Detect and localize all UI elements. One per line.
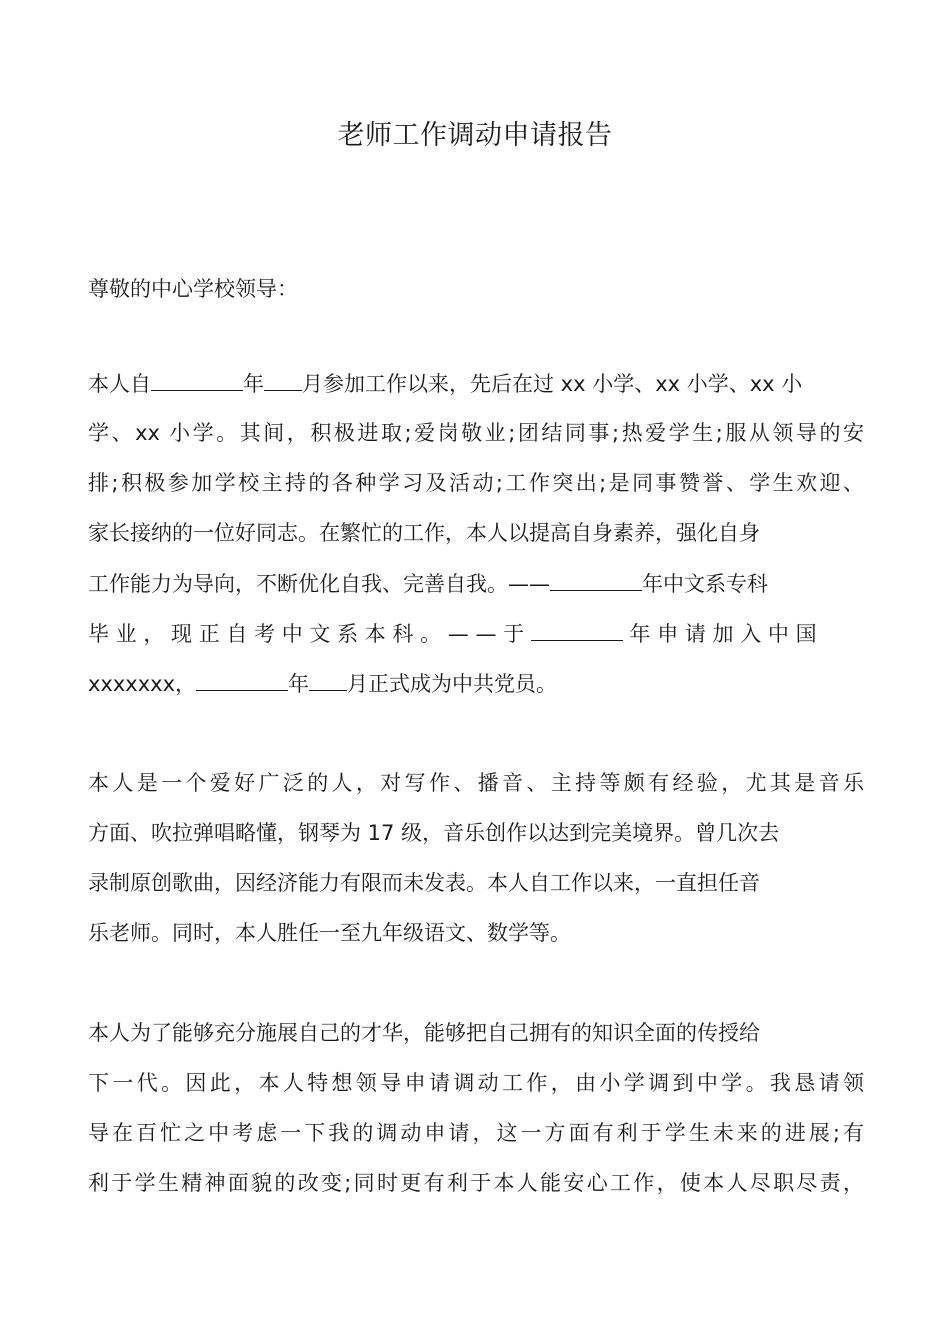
fill-in-blank bbox=[151, 368, 243, 391]
fill-in-blank bbox=[550, 568, 642, 591]
text-run: 年 申 请 加 入 中 国 bbox=[629, 622, 817, 646]
paragraph-line bbox=[88, 368, 864, 418]
paragraph-line: 学、xx 小学。其间，积极进取;爱岗敬业;团结同事;热爱学生;服从领导的安 bbox=[88, 421, 864, 445]
fill-in-blank bbox=[531, 618, 623, 641]
text-run: xxxxxxx， bbox=[88, 672, 196, 696]
salutation: 尊敬的中心学校领导： bbox=[88, 277, 298, 301]
text-run: 毕 业 ， 现 正 自 考 中 文 系 本 科 。 — — 于 bbox=[88, 622, 525, 646]
paragraph-line: 方面、吹拉弹唱略懂，钢琴为 17 级，音乐创作以达到完美境界。曾几次去 bbox=[88, 821, 780, 845]
paragraph-line: 录制原创歌曲，因经济能力有限而未发表。本人自工作以来，一直担任音 bbox=[88, 871, 760, 895]
text-run: 工作能力为导向，不断优化自我、完善自我。—— bbox=[88, 572, 550, 596]
fill-in-blank bbox=[309, 668, 347, 691]
paragraph-line: 本人为了能够充分施展自己的才华，能够把自己拥有的知识全面的传授给 bbox=[88, 1021, 760, 1045]
text-run: 年 bbox=[243, 372, 264, 396]
document-title: 老师工作调动申请报告 bbox=[337, 120, 613, 151]
fill-in-blank bbox=[196, 668, 288, 691]
text-run: 年 bbox=[288, 672, 309, 696]
paragraph-2 bbox=[88, 768, 864, 968]
paragraph-line: 利于学生精神面貌的改变;同时更有利于本人能安心工作，使本人尽职尽责， bbox=[88, 1171, 864, 1195]
paragraph-1 bbox=[88, 368, 864, 718]
paragraph-line bbox=[88, 668, 864, 718]
paragraph-line bbox=[88, 568, 864, 618]
paragraph-3 bbox=[88, 1018, 864, 1218]
paragraph-line: 排;积极参加学校主持的各种学习及活动;工作突出;是同事赞誉、学生欢迎、 bbox=[88, 471, 864, 495]
text-run: 年中文系专科 bbox=[642, 572, 768, 596]
paragraph-line: 导在百忙之中考虑一下我的调动申请，这一方面有利于学生未来的进展;有 bbox=[88, 1121, 864, 1145]
paragraph-line: 家长接纳的一位好同志。在繁忙的工作，本人以提高自身素养，强化自身 bbox=[88, 521, 760, 545]
paragraph-line: 本人是一个爱好广泛的人，对写作、播音、主持等颇有经验，尤其是音乐 bbox=[88, 771, 864, 795]
text-run: 本人自 bbox=[88, 372, 151, 396]
text-run: 月正式成为中共党员。 bbox=[347, 672, 557, 696]
paragraph-line: 下一代。因此，本人特想领导申请调动工作，由小学调到中学。我恳请领 bbox=[88, 1071, 864, 1095]
paragraph-line bbox=[88, 618, 864, 668]
paragraph-line: 乐老师。同时，本人胜任一至九年级语文、数学等。 bbox=[88, 921, 571, 945]
fill-in-blank bbox=[264, 368, 302, 391]
text-run: 月参加工作以来，先后在过 xx 小学、xx 小学、xx 小 bbox=[302, 372, 803, 396]
